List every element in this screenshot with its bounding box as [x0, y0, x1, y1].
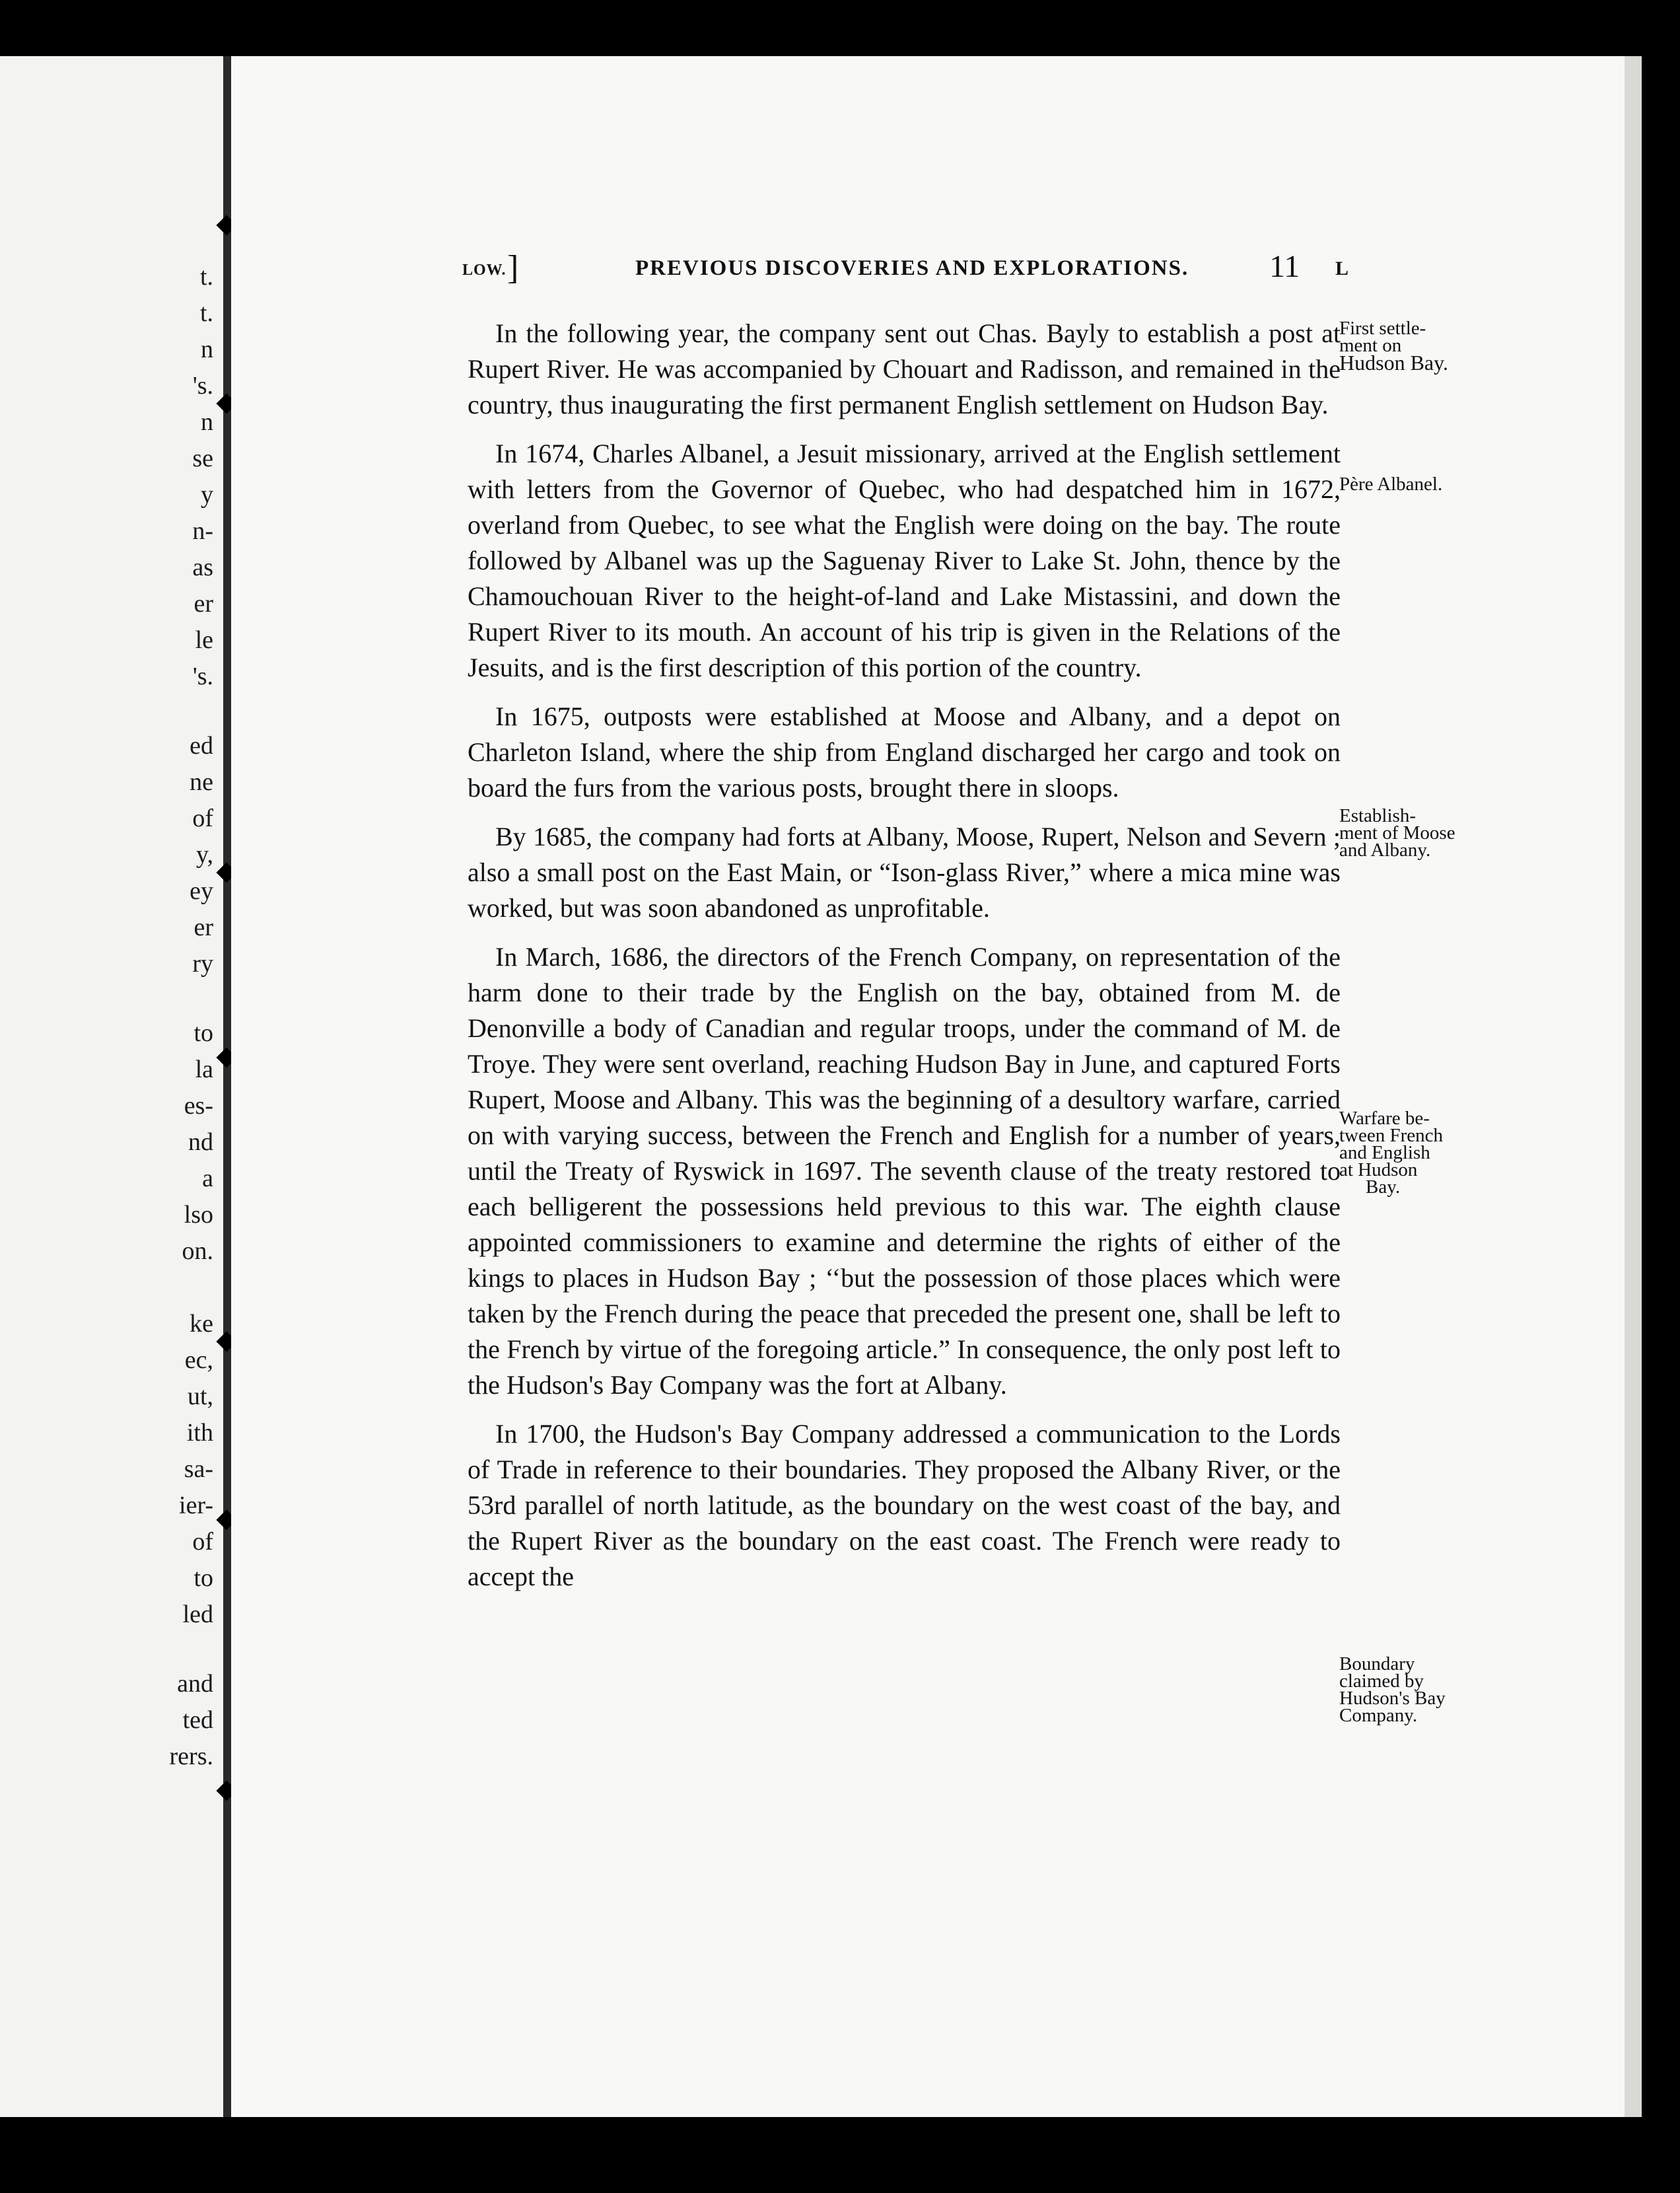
- previous-page-fragment: le: [195, 626, 213, 654]
- previous-page-fragment: ed: [190, 732, 213, 760]
- previous-page-fragment: t.: [199, 263, 213, 291]
- paragraph-forts-1685: By 1685, the company had forts at Albany, Moose, Rupert, Nelson and Severn ; also a small post on the East Main, or “Ison-glass River,” where a mica mine was worked, but was soon abandoned as unprofitable.: [468, 822, 1341, 923]
- paragraph-outposts: In 1675, outposts were established at Moose and Albany, and a depot on Charleton Island, where the ship from England discharged her cargo and took on board the furs from the various posts, brought there in sloops.: [468, 701, 1341, 803]
- previous-page-fragment: lso: [184, 1201, 213, 1229]
- previous-page-fragment: y,: [195, 841, 213, 869]
- previous-page-fragment: y: [201, 481, 213, 509]
- previous-page-fragment: ith: [186, 1419, 213, 1447]
- previous-page-fragment: and: [177, 1670, 213, 1698]
- running-head: [462, 249, 1459, 292]
- previous-page-fragment: to: [193, 1564, 213, 1592]
- side-note-moose-albany: [1339, 807, 1498, 859]
- previous-page-fragment: of: [192, 805, 213, 832]
- previous-page-fragment: 's.: [192, 663, 213, 690]
- previous-page-fragment: n-: [192, 517, 213, 545]
- previous-page-fragment: se: [192, 445, 213, 472]
- running-head-title: PREVIOUS DISCOVERIES AND EXPLORATIONS.: [635, 256, 1189, 280]
- previous-page-fragment: t.: [199, 299, 213, 327]
- previous-page-fragment: on.: [182, 1237, 213, 1265]
- previous-page-fragment: nd: [188, 1128, 213, 1156]
- previous-page-fragment: n: [201, 336, 213, 363]
- side-note-line: Company.: [1339, 1705, 1418, 1726]
- side-note-line: Boundary: [1339, 1653, 1415, 1674]
- previous-page-fragment: 's.: [192, 372, 213, 400]
- paragraph-albanel: In 1674, Charles Albanel, a Jesuit missionary, arrived at the English settlement with letters from the Governor of Quebec, who had despatched him in 1672, overland from Quebec, to see what the English were doing on the bay. The route followed by Albanel was up the Saguenay River to Lake St. John, thence by the Chamouchouan River to the height-of-land and Lake Mistassini, and down the Rupert River to its mouth. An account of his trip is given in the Relations of the Jesuits, and is the first description of this portion of the country.: [468, 439, 1341, 682]
- side-note-line: and Albany.: [1339, 840, 1431, 861]
- page-edge-shadow: [1625, 56, 1642, 2117]
- previous-page-fragment: ey: [190, 877, 213, 905]
- side-note-line: and English: [1339, 1142, 1430, 1163]
- side-note-line: Père Albanel.: [1339, 474, 1443, 495]
- previous-page-fragment: er: [193, 914, 213, 941]
- previous-page-fragment: es-: [184, 1092, 213, 1120]
- previous-page-fragment: as: [192, 554, 213, 581]
- side-note-warfare: [1339, 1110, 1498, 1196]
- previous-page-fragment: to: [193, 1019, 213, 1047]
- previous-page-fragment: ne: [190, 768, 213, 796]
- running-head-bracket: ]: [507, 249, 519, 287]
- side-note-line: Hudson's Bay: [1339, 1688, 1446, 1709]
- side-note-line: First settle-: [1339, 318, 1426, 339]
- side-note-line: tween French: [1339, 1125, 1444, 1146]
- side-note-line: claimed by: [1339, 1671, 1424, 1692]
- paragraph-boundary-1700: In 1700, the Hudson's Bay Company addressed a communication to the Lords of Trade in reference to their boundaries. They proposed the Albany River, or the 53rd parallel of north latitude, as the boundary on the west coast of the bay, and the Rupert River as the boundary on the east coast. The French were ready to accept the: [468, 1419, 1341, 1591]
- body-text: [468, 316, 1341, 1608]
- side-note-pere-albanel: [1339, 476, 1498, 493]
- previous-page-edge: [0, 56, 228, 2117]
- previous-page-fragment: la: [195, 1056, 213, 1083]
- paragraph-bayly: In the following year, the company sent out Chas. Bayly to establish a post at Rupert River. He was accompanied by Chouart and Radisson, and remained in the country, thus inaugurating the first permanent English settlement on Hudson Bay.: [468, 318, 1341, 419]
- previous-page-fragment: ry: [192, 950, 213, 978]
- paragraph-warfare-1686: In March, 1686, the directors of the French Company, on representation of the harm done to their trade by the English on the bay, obtained from M. de Denonville a body of Canadian and regular troops, under the command of M. de Troye. They were sent overland, reaching Hudson Bay in June, and captured Forts Rupert, Moose and Albany. This was the beginning of a desultory warfare, carried on with varying success, between the French and English for a number of years, until the Treaty of Ryswick in 1697. The seventh clause of the treaty restored to each belligerent the possessions held previous to this war. The eighth clause appointed commissioners to examine and determine the rights of either of the kings to places in Hudson Bay ; ‘‘but the possession of those places which were taken by the French during the peace that preceded the present one, shall be left to the French by virtue of the foregoing article.” In consequence, the only post left to the Hudson's Bay Company was the fort at Albany.: [468, 942, 1341, 1400]
- side-note-line: Warfare be-: [1339, 1108, 1430, 1129]
- side-note-boundary: [1339, 1655, 1498, 1724]
- side-note-line: Bay.: [1366, 1176, 1401, 1198]
- previous-page-fragment: ier-: [179, 1492, 213, 1519]
- previous-page-fragment: rers.: [169, 1743, 213, 1770]
- side-note-line: ment on: [1339, 335, 1402, 356]
- side-note-line: at Hudson: [1339, 1159, 1418, 1180]
- previous-page-fragment: ted: [182, 1706, 213, 1734]
- previous-page-text-fragments: [0, 56, 228, 2117]
- running-head-author: LOW.: [462, 262, 507, 279]
- previous-page-fragment: er: [193, 590, 213, 618]
- previous-page-fragment: led: [182, 1600, 213, 1628]
- previous-page-fragment: sa-: [184, 1455, 213, 1483]
- previous-page-fragment: ut,: [187, 1383, 213, 1410]
- page-number: 11: [1269, 249, 1300, 284]
- side-note-line: Hudson Bay.: [1339, 351, 1449, 375]
- side-note-line: Establish-: [1339, 805, 1416, 826]
- signature-mark: L: [1335, 258, 1349, 279]
- previous-page-fragment: ec,: [184, 1346, 213, 1374]
- previous-page-fragment: of: [192, 1528, 213, 1556]
- previous-page-fragment: ke: [190, 1310, 213, 1338]
- side-note-line: ment of Moose: [1339, 822, 1455, 844]
- side-note-first-settlement: [1339, 318, 1498, 375]
- binding-gutter: [223, 56, 231, 2117]
- previous-page-fragment: n: [201, 408, 213, 436]
- previous-page-fragment: a: [202, 1165, 213, 1192]
